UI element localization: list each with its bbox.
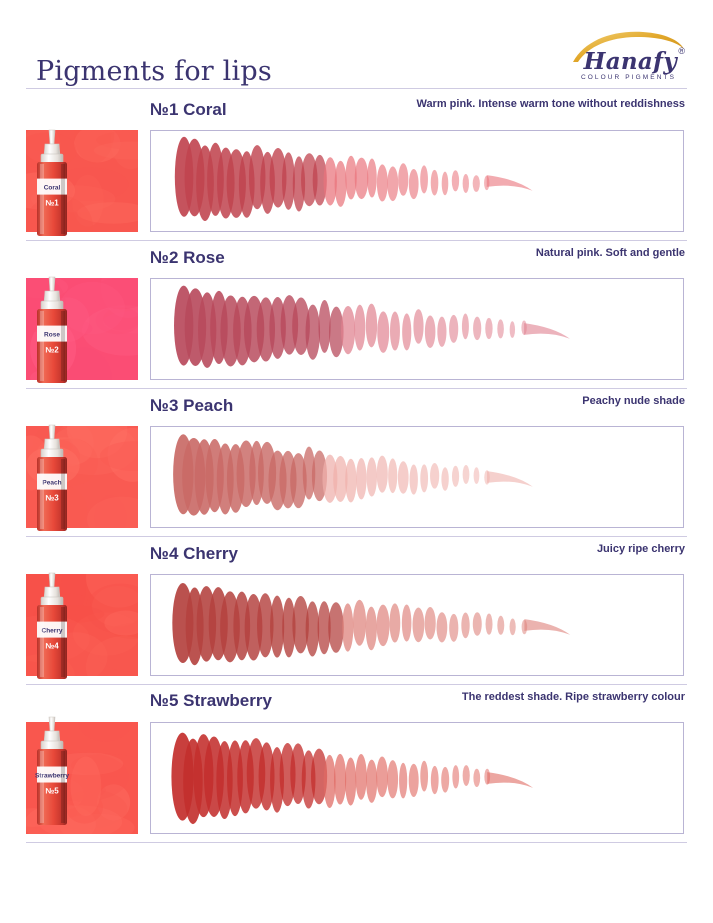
svg-text:Cherry: Cherry	[41, 627, 63, 635]
pigment-bottle	[25, 571, 79, 681]
pigment-bottle-5	[25, 715, 79, 827]
pigment-name-5: №5 Strawberry	[150, 691, 272, 710]
row-divider-1	[26, 240, 687, 241]
svg-text:№3: №3	[45, 493, 59, 503]
row-divider-5	[26, 842, 687, 843]
pigment-bottle	[25, 275, 79, 385]
pigment-description-5: The reddest shade. Ripe strawberry colour	[461, 691, 685, 703]
swatch-box-4	[150, 574, 684, 676]
pigment-name-2: №2 Rose	[150, 248, 225, 267]
pigment-description-2: Natural pink. Soft and gentle	[535, 247, 685, 259]
pigment-bottle-4	[25, 571, 79, 681]
pigment-bottle	[25, 128, 79, 238]
svg-text:Coral: Coral	[43, 184, 61, 192]
swatch-box-3	[150, 426, 684, 528]
svg-text:№5: №5	[45, 786, 59, 796]
svg-text:Rose: Rose	[44, 331, 60, 339]
row-divider-3	[26, 536, 687, 537]
pigment-bottle	[25, 715, 79, 827]
page-title: Pigments for lips	[36, 56, 272, 87]
row-divider-2	[26, 388, 687, 389]
pigment-name-1: №1 Coral	[150, 100, 227, 119]
pigment-description-1: Warm pink. Intense warm tone without reddishness	[416, 98, 685, 110]
row-divider-4	[26, 684, 687, 685]
brush-stroke-swatch	[151, 575, 683, 675]
brush-stroke-swatch	[151, 723, 683, 833]
svg-text:№2: №2	[45, 345, 59, 355]
pigment-description-3: Peachy nude shade	[582, 395, 685, 407]
svg-text:Strawberry: Strawberry	[35, 772, 69, 780]
brush-stroke-swatch	[151, 427, 683, 527]
pigment-name-4: №4 Cherry	[150, 544, 238, 563]
brand-tagline: COLOUR PIGMENTS	[580, 74, 676, 81]
pigment-bottle-1	[25, 128, 79, 238]
pigment-bottle-2	[25, 275, 79, 385]
svg-text:№1: №1	[45, 198, 59, 208]
swatch-box-2	[150, 278, 684, 380]
document-header	[0, 26, 713, 88]
brand-name: Hanafy	[583, 48, 677, 75]
swatch-box-5	[150, 722, 684, 834]
brush-stroke-swatch	[151, 279, 683, 379]
brand-logo	[555, 30, 685, 90]
svg-text:№4: №4	[45, 641, 59, 651]
brush-stroke-swatch	[151, 131, 683, 231]
pigment-bottle	[25, 423, 79, 533]
pigment-name-3: №3 Peach	[150, 396, 234, 415]
brand-registered-mark: ®	[678, 46, 685, 56]
pigment-description-4: Juicy ripe cherry	[596, 543, 685, 555]
svg-text:Peach: Peach	[42, 479, 62, 487]
swatch-box-1	[150, 130, 684, 232]
pigment-bottle-3	[25, 423, 79, 533]
header-divider	[26, 88, 687, 89]
